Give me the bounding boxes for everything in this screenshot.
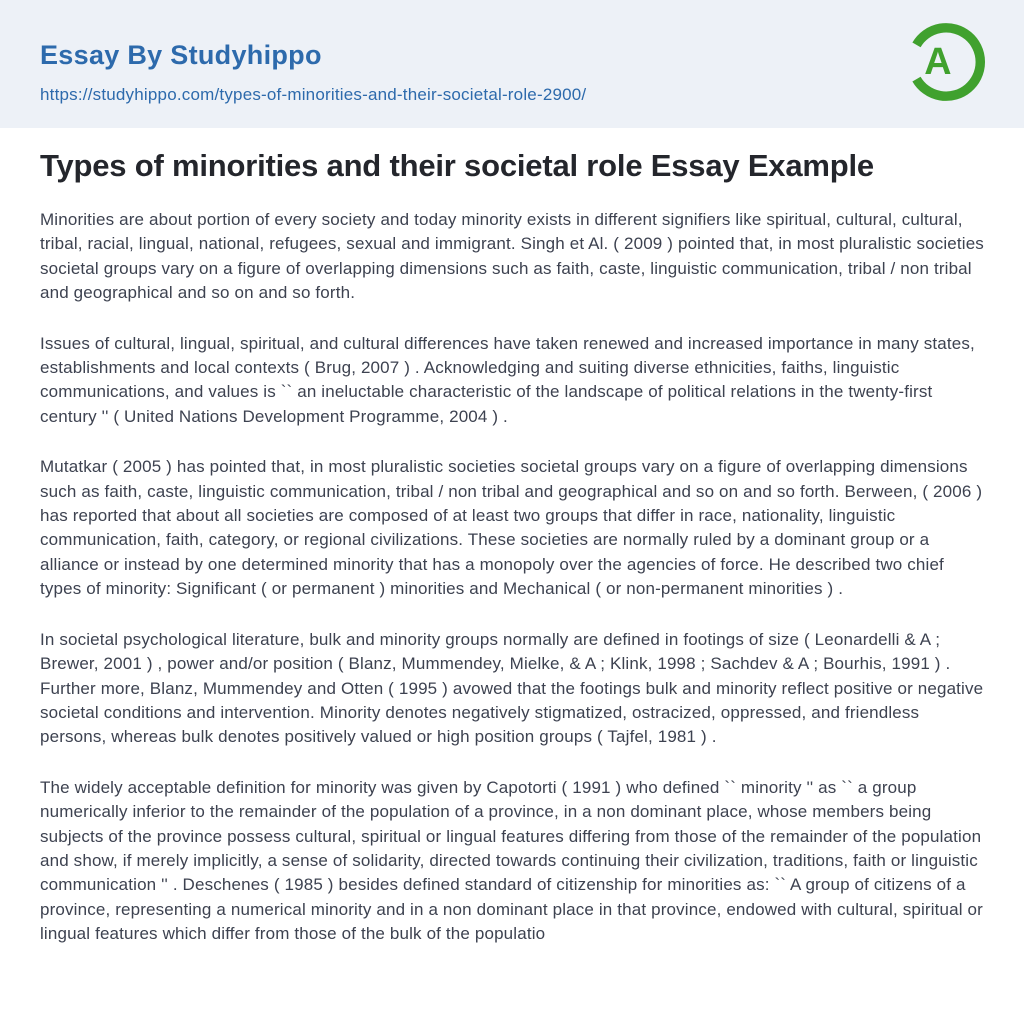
- article-paragraph: Mutatkar ( 2005 ) has pointed that, in most pluralistic societies societal groups vary on a figure of overlapping dimensions such as faith, caste, linguistic communication, tribal / non tribal and geographical and so on and so forth. Berween, ( 2006 ) has reported that about all societies are composed of at least two groups that differ in race, nationality, linguistic communication, faith, category, or regional civilizations. These societies are normally ruled by a dominant group or a alliance or instead by one determined minority that has a monopoly over the agencies of force. He described two chief types of minority: Significant ( or permanent ) minorities and Mechanical ( or non-permanent minorities ) .: [40, 457, 983, 599]
- article-title: Types of minorities and their societal role Essay Example: [40, 148, 874, 183]
- source-url-link[interactable]: https://studyhippo.com/types-of-minorities-and-their-societal-role-2900/: [40, 85, 587, 105]
- site-label: Essay By Studyhippo: [40, 40, 322, 70]
- header-text-block: [40, 40, 586, 105]
- studyhippo-logo-icon: [901, 17, 991, 107]
- page-header: [0, 0, 1024, 128]
- article-paragraph: Minorities are about portion of every society and today minority exists in different signifiers like spiritual, cultural, cultural, tribal, racial, lingual, national, refugees, sexual and immigrant. Singh et Al. ( 2009 ) pointed that, in most pluralistic societies societal groups vary on a figure of overlapping dimensions such as faith, caste, linguistic communication, tribal / non tribal and geographical and so on and so forth.: [40, 210, 984, 303]
- article: [0, 128, 1024, 947]
- article-paragraph: In societal psychological literature, bulk and minority groups normally are defined in footings of size ( Leonardelli & A ; Brewer, 2001 ) , power and/or position ( Blanz, Mummendey, Mielke, & A ; Klink, 1998 ; Sachdev & A ; Bourhis, 1991 ) . Further more, Blanz, Mummendey and Otten ( 1995 ) avowed that the footings bulk and minority reflect positive or negative societal conditions and intervention. Minority denotes negatively stigmatized, ostracized, oppressed, and friendless persons, whereas bulk denotes positively valued or high position groups ( Tajfel, 1981 ) .: [40, 629, 984, 747]
- logo-letter: A: [924, 41, 952, 84]
- article-body: [40, 208, 984, 947]
- article-paragraph: The widely acceptable definition for minority was given by Capotorti ( 1991 ) who defined `` minority '' as `` a group numerically inferior to the remainder of the population of a province, in a non dominant place, whose members being subjects of the province possess cultural, spiritual or lingual features differing from those of the remainder of the population and show, if merely implicitly, a sense of solidarity, directed towards continuing their civilization, traditions, faith or linguistic communication '' . Deschenes ( 1985 ) besides defined standard of citizenship for minorities as: `` A group of citizens of a province, representing a numerical minority and in a non dominant place in that province, endowed with cultural, spiritual or lingual features which differ from those of the bulk of the populatio: [40, 777, 983, 944]
- article-paragraph: Issues of cultural, lingual, spiritual, and cultural differences have taken renewed and increased importance in many states, establishments and local contexts ( Brug, 2007 ) . Acknowledging and suiting diverse ethnicities, faiths, linguistic communications, and values is `` an ineluctable characteristic of the landscape of political relations in the twenty-first century '' ( United Nations Development Programme, 2004 ) .: [40, 333, 975, 426]
